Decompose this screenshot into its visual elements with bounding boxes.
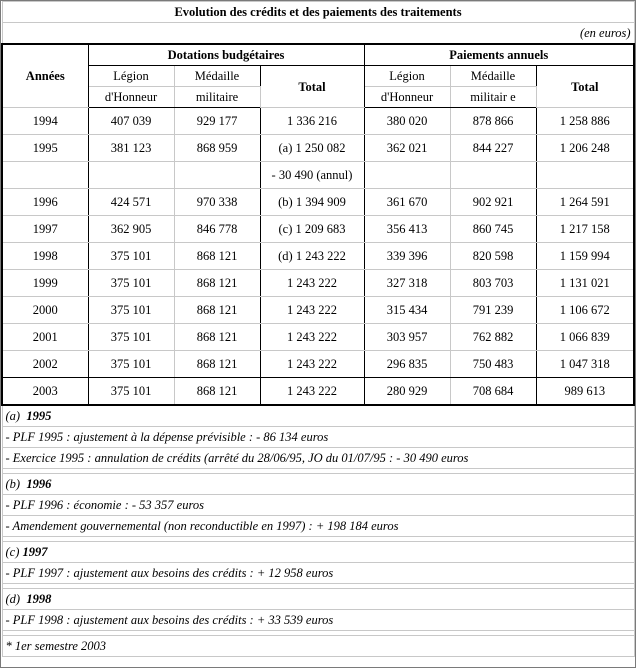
cell-dotation-total: 1 243 222 — [260, 297, 364, 324]
cell-dotation-total: 1 336 216 — [260, 108, 364, 135]
cell-dotation-medaille: 868 121 — [174, 351, 260, 378]
note-c-title-row — [2, 542, 634, 563]
cell-paiement-total: 1 066 839 — [536, 324, 634, 351]
cell-year: 2002 — [2, 351, 88, 378]
cell-dotation-legion: 424 571 — [88, 189, 174, 216]
note-c-label: (c) — [5, 545, 20, 559]
table-row — [2, 324, 634, 351]
cell-dotation-total: 1 243 222 — [260, 351, 364, 378]
cell-paiement-legion: 361 670 — [364, 189, 450, 216]
cell-dotation-legion: 375 101 — [88, 324, 174, 351]
cell-paiement-legion: 315 434 — [364, 297, 450, 324]
cell-paiement-medaille: 820 598 — [450, 243, 536, 270]
cell-year: 1997 — [2, 216, 88, 243]
cell-dotation-medaille: 868 121 — [174, 324, 260, 351]
cell-dotation-legion: 375 101 — [88, 378, 174, 406]
note-b-label: (b) — [5, 477, 21, 491]
cell-dotation-legion: 362 905 — [88, 216, 174, 243]
note-b-year: 1996 — [26, 477, 52, 491]
cell-dotation-total: 1 243 222 — [260, 378, 364, 406]
header-medaille-1: Médaille — [174, 66, 260, 87]
credits-table — [1, 1, 635, 657]
cell-year: 1998 — [2, 243, 88, 270]
cell-dotation-legion: 375 101 — [88, 270, 174, 297]
header-total-paiements: Total — [536, 66, 634, 108]
note-d1: - PLF 1998 : ajustement aux besoins des crédits : + 33 539 euros — [2, 610, 634, 631]
cell-paiement-legion: 303 957 — [364, 324, 450, 351]
note-c-year: 1997 — [22, 545, 48, 559]
cell-dotation-legion: 381 123 — [88, 135, 174, 162]
note-a2: - Exercice 1995 : annulation de crédits (arrêté du 28/06/95, JO du 01/07/95 : - 30 490 euros — [2, 448, 634, 469]
cell-paiement-medaille: 860 745 — [450, 216, 536, 243]
title-row — [2, 2, 634, 23]
table-row — [2, 351, 634, 378]
cell-paiement-medaille: 791 239 — [450, 297, 536, 324]
table-row — [2, 135, 634, 162]
note-d-title-row — [2, 589, 634, 610]
note-a1-row — [2, 427, 634, 448]
table-row — [2, 378, 634, 406]
note-a-title — [2, 405, 634, 427]
table-title: Evolution des crédits et des paiements des traitements — [2, 2, 634, 23]
cell-year: 1996 — [2, 189, 88, 216]
header-medaille-paiements-1: Médaille — [450, 66, 536, 87]
table-row — [2, 243, 634, 270]
cell-paiement-total: 1 206 248 — [536, 135, 634, 162]
note-c1-row — [2, 563, 634, 584]
note-d-year: 1998 — [26, 592, 52, 606]
cell-paiement-medaille: 750 483 — [450, 351, 536, 378]
note-b1-row — [2, 495, 634, 516]
cell-dotation-medaille: 868 121 — [174, 297, 260, 324]
cell-paiement-medaille: 762 882 — [450, 324, 536, 351]
cell-paiement-total: 1 047 318 — [536, 351, 634, 378]
cell-year: 1994 — [2, 108, 88, 135]
cell-dotation-total: (c) 1 209 683 — [260, 216, 364, 243]
cell-dotation-medaille: 970 338 — [174, 189, 260, 216]
cell-paiement-medaille — [450, 162, 536, 189]
note-a2-row — [2, 448, 634, 469]
table-row — [2, 162, 634, 189]
cell-dotation-total: - 30 490 (annul) — [260, 162, 364, 189]
cell-paiement-medaille: 803 703 — [450, 270, 536, 297]
header-legion-paiements-2: d'Honneur — [364, 87, 450, 108]
cell-dotation-legion — [88, 162, 174, 189]
table-row — [2, 108, 634, 135]
note-c1: - PLF 1997 : ajustement aux besoins des crédits : + 12 958 euros — [2, 563, 634, 584]
cell-paiement-total: 989 613 — [536, 378, 634, 406]
note-b-title-row — [2, 474, 634, 495]
cell-paiement-legion: 380 020 — [364, 108, 450, 135]
cell-year: 2000 — [2, 297, 88, 324]
cell-paiement-total — [536, 162, 634, 189]
cell-dotation-total: 1 243 222 — [260, 324, 364, 351]
header-medaille-2: militaire — [174, 87, 260, 108]
cell-dotation-legion: 375 101 — [88, 297, 174, 324]
cell-dotation-medaille: 846 778 — [174, 216, 260, 243]
footnote-row — [2, 636, 634, 657]
note-b2: - Amendement gouvernemental (non reconductible en 1997) : + 198 184 euros — [2, 516, 634, 537]
note-d1-row — [2, 610, 634, 631]
header-row-1 — [2, 44, 634, 66]
note-a-year: 1995 — [26, 409, 52, 423]
cell-paiement-legion: 362 021 — [364, 135, 450, 162]
cell-year — [2, 162, 88, 189]
table-row — [2, 216, 634, 243]
cell-year: 2001 — [2, 324, 88, 351]
header-medaille-paiements-2: militair e — [450, 87, 536, 108]
cell-paiement-total: 1 264 591 — [536, 189, 634, 216]
note-c-title — [2, 542, 634, 563]
header-legion-1: Légion — [88, 66, 174, 87]
cell-dotation-medaille: 868 959 — [174, 135, 260, 162]
cell-paiement-total: 1 258 886 — [536, 108, 634, 135]
cell-paiement-legion: 296 835 — [364, 351, 450, 378]
header-row-2 — [2, 66, 634, 87]
cell-paiement-medaille: 844 227 — [450, 135, 536, 162]
cell-paiement-total: 1 217 158 — [536, 216, 634, 243]
unit-row — [2, 23, 634, 45]
header-paiements: Paiements annuels — [364, 44, 634, 66]
cell-paiement-legion — [364, 162, 450, 189]
cell-paiement-total: 1 131 021 — [536, 270, 634, 297]
cell-dotation-legion: 375 101 — [88, 351, 174, 378]
header-legion-paiements-1: Légion — [364, 66, 450, 87]
cell-dotation-total: 1 243 222 — [260, 270, 364, 297]
note-a-label: (a) — [5, 409, 21, 423]
cell-dotation-medaille: 868 121 — [174, 270, 260, 297]
header-dotations: Dotations budgétaires — [88, 44, 364, 66]
note-b1: - PLF 1996 : économie : - 53 357 euros — [2, 495, 634, 516]
note-b-title — [2, 474, 634, 495]
cell-dotation-total: (b) 1 394 909 — [260, 189, 364, 216]
table-row — [2, 297, 634, 324]
cell-year: 1999 — [2, 270, 88, 297]
cell-paiement-medaille: 708 684 — [450, 378, 536, 406]
note-a1: - PLF 1995 : ajustement à la dépense prévisible : - 86 134 euros — [2, 427, 634, 448]
table-row — [2, 270, 634, 297]
cell-paiement-legion: 339 396 — [364, 243, 450, 270]
unit-label: (en euros) — [2, 23, 634, 45]
cell-dotation-legion: 407 039 — [88, 108, 174, 135]
cell-dotation-medaille: 868 121 — [174, 243, 260, 270]
header-total-dotations: Total — [260, 66, 364, 108]
cell-year: 1995 — [2, 135, 88, 162]
cell-dotation-medaille: 868 121 — [174, 378, 260, 406]
cell-paiement-medaille: 902 921 — [450, 189, 536, 216]
cell-paiement-medaille: 878 866 — [450, 108, 536, 135]
table-row — [2, 189, 634, 216]
cell-year: 2003 — [2, 378, 88, 406]
note-d-label: (d) — [5, 592, 21, 606]
cell-dotation-medaille — [174, 162, 260, 189]
cell-dotation-total: (d) 1 243 222 — [260, 243, 364, 270]
cell-dotation-medaille: 929 177 — [174, 108, 260, 135]
footnote: * 1er semestre 2003 — [2, 636, 634, 657]
cell-paiement-total: 1 106 672 — [536, 297, 634, 324]
note-a-title-row — [2, 405, 634, 427]
cell-paiement-legion: 356 413 — [364, 216, 450, 243]
header-annees: Années — [2, 44, 88, 108]
cell-dotation-total: (a) 1 250 082 — [260, 135, 364, 162]
cell-paiement-total: 1 159 994 — [536, 243, 634, 270]
note-d-title — [2, 589, 634, 610]
cell-paiement-legion: 280 929 — [364, 378, 450, 406]
note-b2-row — [2, 516, 634, 537]
cell-dotation-legion: 375 101 — [88, 243, 174, 270]
header-legion-2: d'Honneur — [88, 87, 174, 108]
cell-paiement-legion: 327 318 — [364, 270, 450, 297]
